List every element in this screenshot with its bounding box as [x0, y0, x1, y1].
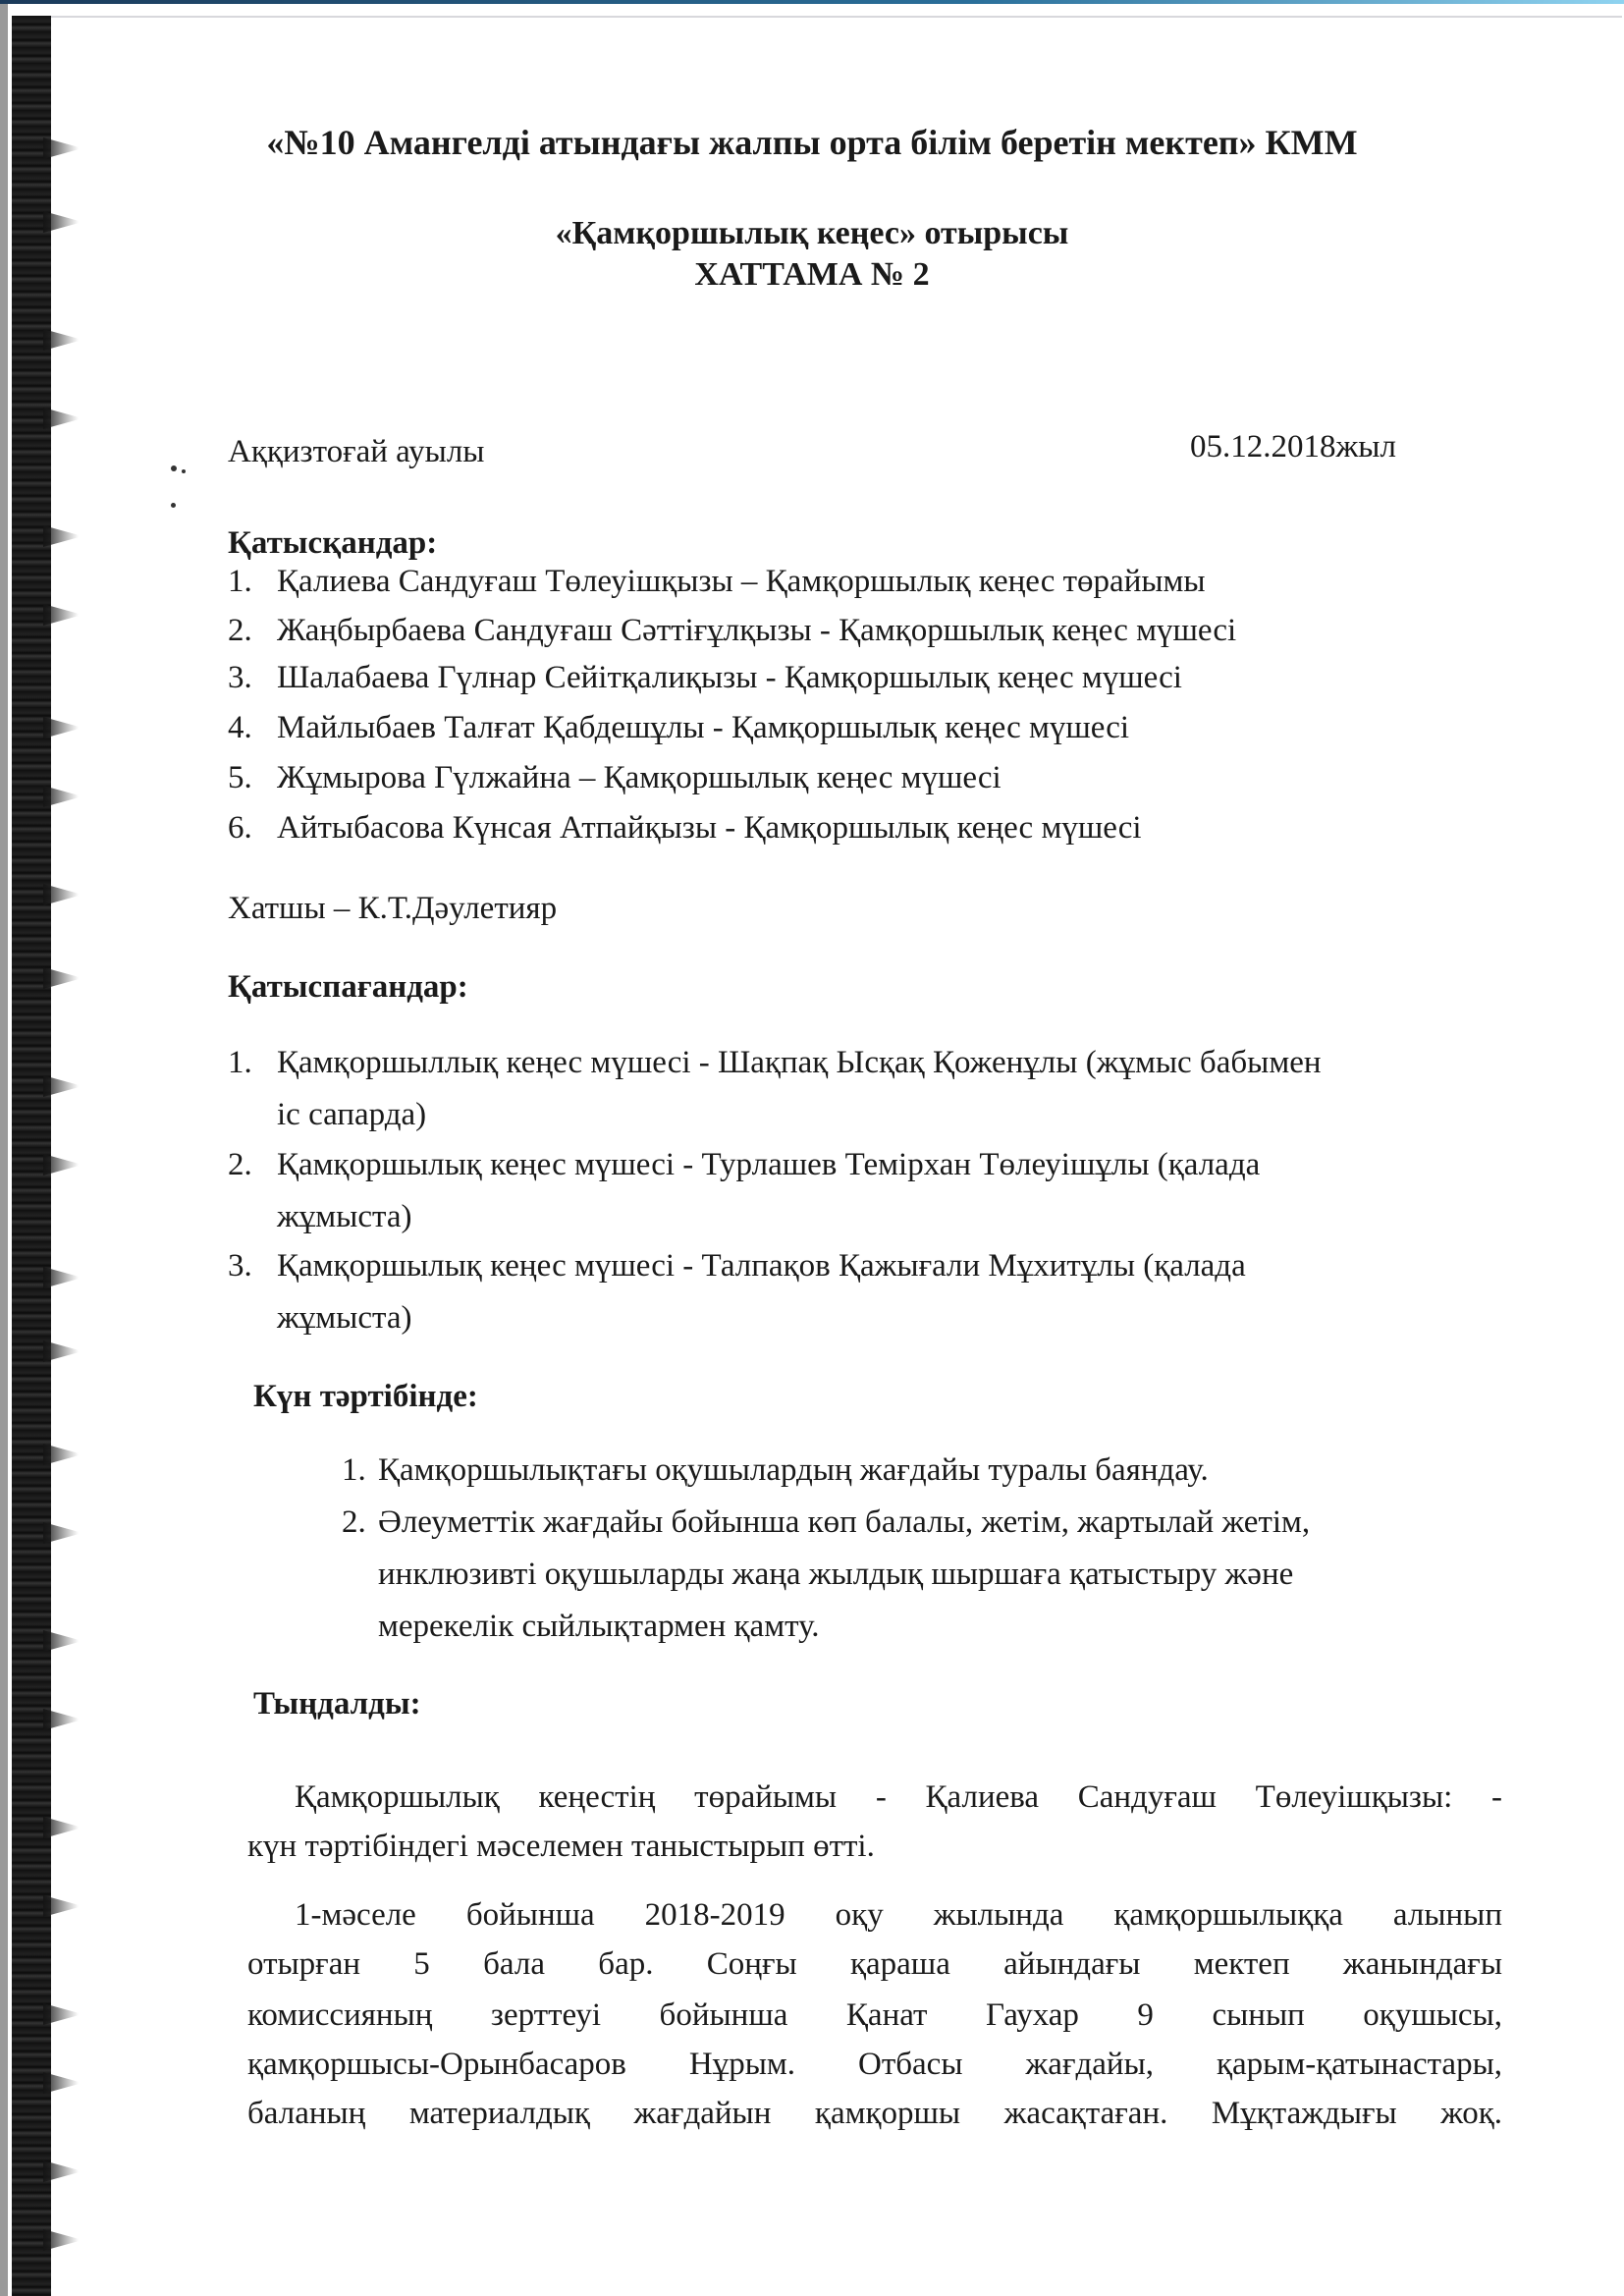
binding-mark [43, 884, 79, 905]
binding-mark [43, 329, 79, 351]
absent-item-number: 1. [228, 1045, 252, 1080]
meeting-title: «Қамқоршылық кеңес» отырысы [555, 215, 1069, 251]
agenda-item-number: 1. [342, 1452, 366, 1488]
binding-mark [43, 1444, 79, 1465]
date: 05.12.2018жыл [1190, 429, 1396, 465]
binding-mark [43, 1709, 79, 1730]
absent-item-number: 2. [228, 1147, 252, 1182]
scan-speck [182, 469, 186, 473]
absent-heading: Қатыспағандар: [228, 969, 468, 1005]
present-item: Айтыбасова Күнсая Атпайқызы - Қамқоршылық кеңес мүшесі [277, 810, 1142, 846]
absent-item-line: іс сапарда) [277, 1097, 427, 1132]
present-item-number: 5. [228, 760, 252, 795]
scan-speck [171, 465, 177, 471]
heard-heading: Тыңдалды: [253, 1686, 421, 1722]
absent-item-line: жұмыста) [277, 1300, 412, 1336]
present-item-number: 2. [228, 613, 252, 648]
present-item-number: 4. [228, 710, 252, 745]
binding-mark [43, 1817, 79, 1838]
agenda-item-line: инклюзивті оқушыларды жаңа жылдық шыршаға қатыстыру және [378, 1557, 1294, 1592]
present-item-number: 6. [228, 810, 252, 846]
institution-title: «№10 Амангелді атындағы жалпы орта білім беретін мектеп» КММ [266, 123, 1358, 162]
absent-item-line: Қамқоршылық кеңес мүшесі - Турлашев Темірхан Төлеуішұлы (қалада [277, 1147, 1261, 1182]
paragraph-line: 1-мәселе бойынша 2018-2019 оқу жылында қамқоршылыққа алынып [295, 1897, 1502, 1933]
secretary: Хатшы – К.Т.Дәулетияр [228, 891, 558, 926]
place: Аққизтоғай ауылы [228, 434, 485, 469]
paragraph-line: күн тәртібіндегі мәселемен таныстырып өтті. [247, 1829, 875, 1864]
present-item-number: 3. [228, 660, 252, 695]
binding-mark [43, 1630, 79, 1652]
scan-page-border [12, 16, 1622, 18]
binding-mark [43, 408, 79, 429]
agenda-heading: Күн тәртібінде: [253, 1379, 478, 1414]
present-heading: Қатысқандар: [228, 525, 438, 561]
agenda-item-number: 2. [342, 1504, 366, 1540]
agenda-item-line: Әлеуметтік жағдайы бойынша көп балалы, жетім, жартылай жетім, [378, 1504, 1311, 1540]
absent-item-line: Қамқоршыллық кеңес мүшесі - Шақпақ Ысқақ Қоженұлы (жұмыс бабымен [277, 1045, 1322, 1080]
binding-mark [43, 786, 79, 807]
paragraph-line: қамқоршысы-Орынбасаров Нұрым. Отбасы жағдайы, қарым-қатынастары, [247, 2047, 1502, 2082]
paragraph-line: Қамқоршылық кеңестің төрайымы - Қалиева Сандуғаш Төлеуішқызы: - [295, 1779, 1502, 1815]
paragraph-line: баланың материалдық жағдайын қамқоршы жасақтаған. Мұқтаждығы жоқ. [247, 2096, 1502, 2131]
present-item: Шалабаева Гүлнар Сейітқалиқызы - Қамқоршылық кеңес мүшесі [277, 660, 1182, 695]
binding-mark [43, 717, 79, 738]
binding-mark [43, 1340, 79, 1362]
binding-mark [43, 2229, 79, 2251]
present-item: Майлыбаев Талғат Қабдешұлы - Қамқоршылық кеңес мүшесі [277, 710, 1130, 745]
present-item: Жұмырова Гүлжайна – Қамқоршылық кеңес мүшесі [277, 760, 1001, 795]
binding-mark [43, 2003, 79, 2025]
present-item: Жаңбырбаева Сандуғаш Сәттіғұлқызы - Қамқоршылық кеңес мүшесі [277, 613, 1237, 648]
binding-mark [43, 1895, 79, 1917]
binding-mark [43, 2072, 79, 2094]
binding-mark [43, 1075, 79, 1097]
scan-left-frame [0, 4, 8, 2296]
absent-item-line: Қамқоршылық кеңес мүшесі - Талпақов Қажығали Мұхитұлы (қалада [277, 1248, 1246, 1284]
binding-mark [43, 525, 79, 547]
binding-mark [43, 1267, 79, 1288]
agenda-item-line: мерекелік сыйлықтармен қамту. [378, 1609, 820, 1644]
present-item-number: 1. [228, 564, 252, 599]
scan-speck [171, 503, 176, 508]
binding-mark [43, 1522, 79, 1544]
binding-mark [43, 967, 79, 989]
paragraph-line: комиссияның зерттеуі бойынша Қанат Гаухар 9 сынып оқушысы, [247, 1997, 1502, 2033]
absent-item-number: 3. [228, 1248, 252, 1284]
binding-mark [43, 604, 79, 626]
paragraph-line: отырған 5 бала бар. Соңғы қараша айындағы мектеп жанындағы [247, 1946, 1502, 1982]
agenda-item-line: Қамқоршылықтағы оқушылардың жағдайы туралы баяндау. [378, 1452, 1209, 1488]
binding-mark [43, 2160, 79, 2182]
absent-item-line: жұмыста) [277, 1199, 412, 1234]
protocol-number: ХАТТАМА № 2 [694, 256, 930, 293]
binding-mark [43, 1154, 79, 1175]
present-item: Қалиева Сандуғаш Төлеуішқызы – Қамқоршылық кеңес төрайымы [277, 564, 1206, 599]
scan-top-edge [0, 0, 1624, 4]
